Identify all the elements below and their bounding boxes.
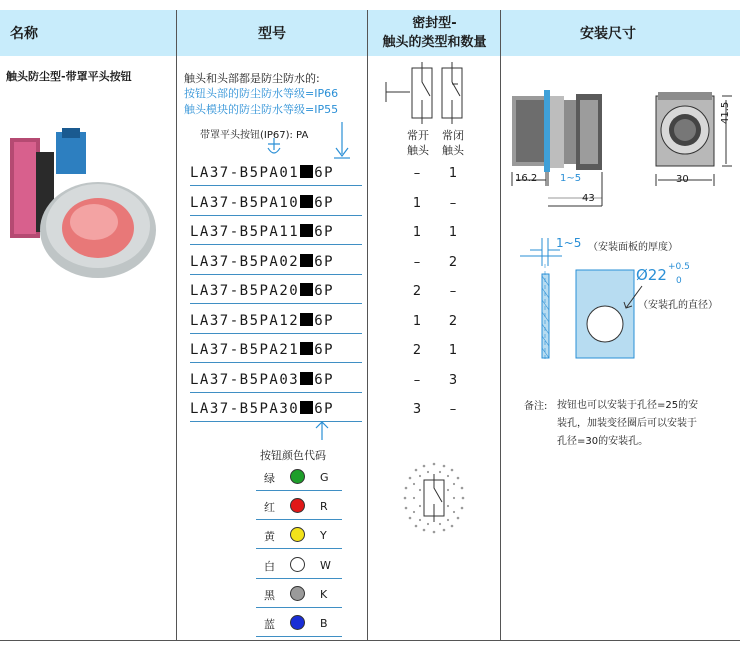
dust-proof-symbol [400,458,470,538]
nc-count: – [449,284,457,299]
model-prefix: LA37-B5PA02 [190,254,300,270]
color-code: R [320,500,328,513]
product-name: 触头防尘型-带罩平头按钮 [6,70,132,83]
no-count: 1 [412,225,422,240]
color-code-placeholder [300,372,313,385]
contact-symbol [378,62,478,124]
color-name: 黄 [264,530,275,543]
push-button-photo [6,128,166,278]
nc-count: – [449,402,457,417]
remark-text [557,397,698,451]
no-contact-label: 常开 [407,129,429,142]
blue-swatch [290,615,305,630]
model-suffix: 6P [314,254,335,270]
model-suffix: 6P [314,224,335,240]
notes-head-rating: 按钮头部的防尘防水等级=IP66 [184,87,339,100]
model-prefix: LA37-B5PA11 [190,224,300,240]
color-code: K [320,588,328,601]
notes-contact-rating: 触头模块的防尘防水等级=IP55 [184,103,339,116]
no-count: 3 [412,402,422,417]
no-count: – [413,373,421,388]
color-code: W [320,559,331,572]
hole-tolerance-zero: 0 [676,276,682,286]
dim-1-5: 1~5 [560,173,582,184]
color-code: B [320,617,328,630]
no-contact-label: 触头 [407,144,429,157]
nc-count: 2 [448,255,458,270]
no-count: 2 [412,343,422,358]
color-row [256,614,342,637]
model-suffix: 6P [314,313,335,329]
remark-line: 孔径=30的安装孔。 [557,436,649,447]
no-count: – [413,166,421,181]
model-prefix: LA37-B5PA03 [190,372,300,388]
header-model: 型号 [258,26,286,42]
nc-contact-label: 触头 [442,144,464,157]
model-row [190,401,362,422]
dim-41-5: 41.5 [720,101,731,124]
color-name: 红 [264,501,275,514]
color-code-label: 按钮颜色代码 [260,449,326,462]
header-name: 名称 [10,26,38,42]
color-code-placeholder [300,401,313,414]
remark-line: 按钮也可以安装于孔径=25的安 [557,400,699,411]
column-divider [176,10,177,640]
notes-title: 触头和头部都是防尘防水的: [184,72,320,85]
color-row [256,556,342,579]
model-prefix: LA37-B5PA10 [190,195,300,211]
model-suffix: 6P [314,165,335,181]
color-code-placeholder [300,254,313,267]
model-prefix: LA37-B5PA01 [190,165,300,181]
header-contact-line2: 触头的类型和数量 [382,35,487,50]
black-swatch [290,586,305,601]
no-contact-header [407,128,429,158]
table-bottom-border [0,640,740,641]
dim-43: 43 [582,193,595,204]
model-pointer-arrows [262,118,352,166]
panel-thickness-range: 1~5 [556,236,582,250]
nc-count: – [449,196,457,211]
panel-cutout-drawing [518,236,636,362]
cover-label: 带罩平头按钮(IP67): PA [200,130,309,141]
no-count: 1 [412,314,422,329]
red-swatch [290,498,305,513]
color-name: 白 [264,560,275,573]
color-row [256,585,342,608]
nc-contact-label: 常闭 [442,129,464,142]
no-count: 2 [412,284,422,299]
no-count: 1 [412,196,422,211]
model-row [190,313,362,334]
model-prefix: LA37-B5PA20 [190,283,300,299]
color-code-placeholder [300,224,313,237]
dim-16-2: 16.2 [515,173,538,184]
color-name: 蓝 [264,618,275,631]
panel-thickness-label: （安装面板的厚度） [588,242,678,253]
header-contact-line1: 密封型- [412,16,457,31]
header-dimensions: 安装尺寸 [580,26,636,42]
model-suffix: 6P [314,195,335,211]
column-divider [500,10,501,640]
color-code: Y [320,529,327,542]
color-code-placeholder [300,283,313,296]
model-row [190,165,362,186]
model-suffix: 6P [314,342,335,358]
model-row [190,195,362,216]
model-suffix: 6P [314,283,335,299]
nc-count: 1 [448,343,458,358]
column-divider [367,10,368,640]
hole-label: （安装孔的直径） [638,300,718,311]
color-row [256,468,342,491]
model-row [190,283,362,304]
mounting-dimension-drawing [508,82,748,210]
color-code: G [320,471,329,484]
hole-diameter: Ø22 [636,266,667,284]
nc-count: 1 [448,225,458,240]
model-row [190,372,362,393]
nc-contact-header [442,128,464,158]
color-code-placeholder [300,195,313,208]
color-code-placeholder [300,342,313,355]
color-row [256,497,342,520]
nc-count: 2 [448,314,458,329]
remark-line: 装孔，加装变径圈后可以安装于 [557,418,697,429]
model-row [190,254,362,275]
nc-count: 1 [448,166,458,181]
white-swatch [290,557,305,572]
color-code-placeholder [300,313,313,326]
yellow-swatch [290,527,305,542]
color-name: 绿 [264,472,275,485]
no-count: – [413,255,421,270]
model-suffix: 6P [314,401,335,417]
green-swatch [290,469,305,484]
model-row [190,342,362,363]
color-row [256,526,342,549]
nc-count: 3 [448,373,458,388]
hole-tolerance-plus: +0.5 [668,262,690,272]
model-prefix: LA37-B5PA12 [190,313,300,329]
model-row [190,224,362,245]
dim-30: 30 [676,174,689,185]
color-name: 黑 [264,589,275,602]
model-suffix: 6P [314,372,335,388]
remark-label: 备注: [524,401,548,412]
up-arrow-icon [314,420,330,442]
model-prefix: LA37-B5PA21 [190,342,300,358]
color-code-placeholder [300,165,313,178]
model-prefix: LA37-B5PA30 [190,401,300,417]
header-contact [372,14,497,52]
